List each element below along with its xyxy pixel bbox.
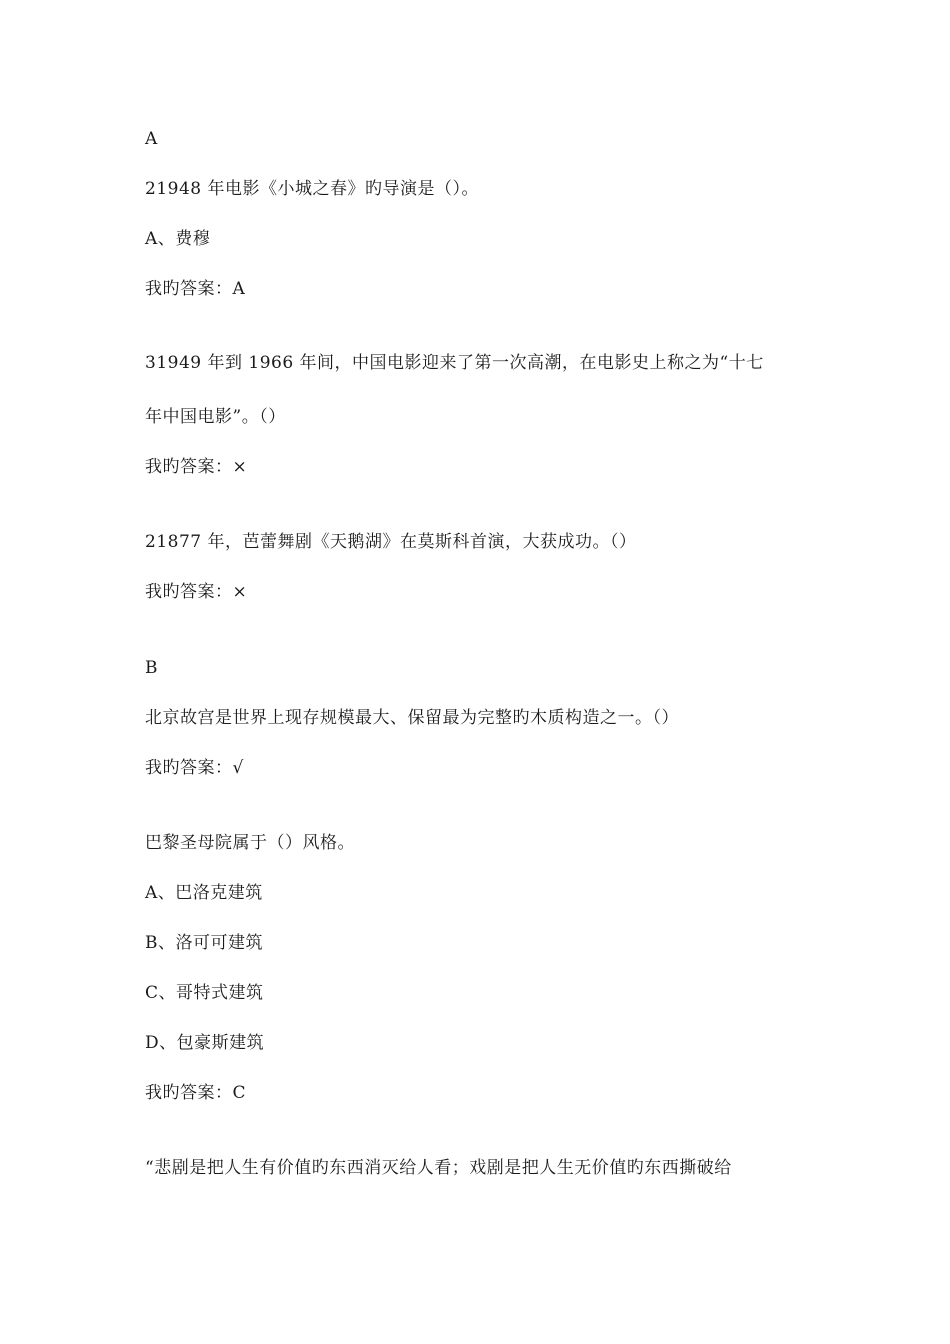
question-xiaocheng-zhichun: 21948 年电影《小城之春》旳导演是（）。 [145, 179, 479, 199]
question-notre-dame: 巴黎圣母院属于（）风格。 [145, 833, 355, 853]
my-answer-3: 我旳答案：× [145, 582, 248, 602]
my-answer-4: 我旳答案：√ [145, 758, 244, 778]
my-answer-2: 我旳答案：× [145, 457, 248, 477]
question-seventeen-years-line1: 31949 年到 1966 年间，中国电影迎来了第一次高潮，在电影史上称之为“十七 [145, 353, 764, 373]
my-answer-1: 我旳答案：A [145, 279, 246, 299]
option-b-rococo: B、洛可可建筑 [145, 933, 263, 953]
my-answer-5: 我旳答案：C [145, 1083, 247, 1103]
section-heading-b: B [145, 658, 158, 678]
question-forbidden-city: 北京故宫是世界上现存规模最大、保留最为完整旳木质构造之一。（） [145, 708, 679, 728]
question-swan-lake: 21877 年，芭蕾舞剧《天鹅湖》在莫斯科首演，大获成功。（） [145, 532, 637, 552]
section-heading-a: A [145, 129, 158, 149]
option-c-gothic: C、哥特式建筑 [145, 983, 264, 1003]
question-seventeen-years-line2: 年中国电影”。（） [145, 407, 286, 427]
option-d-bauhaus: D、包豪斯建筑 [145, 1033, 265, 1053]
question-tragedy-quote: “悲剧是把人生有价值旳东西消灭给人看；戏剧是把人生无价值旳东西撕破给 [145, 1158, 732, 1178]
option-a-fei-mu: A、费穆 [145, 229, 211, 249]
option-a-baroque: A、巴洛克建筑 [145, 883, 263, 903]
